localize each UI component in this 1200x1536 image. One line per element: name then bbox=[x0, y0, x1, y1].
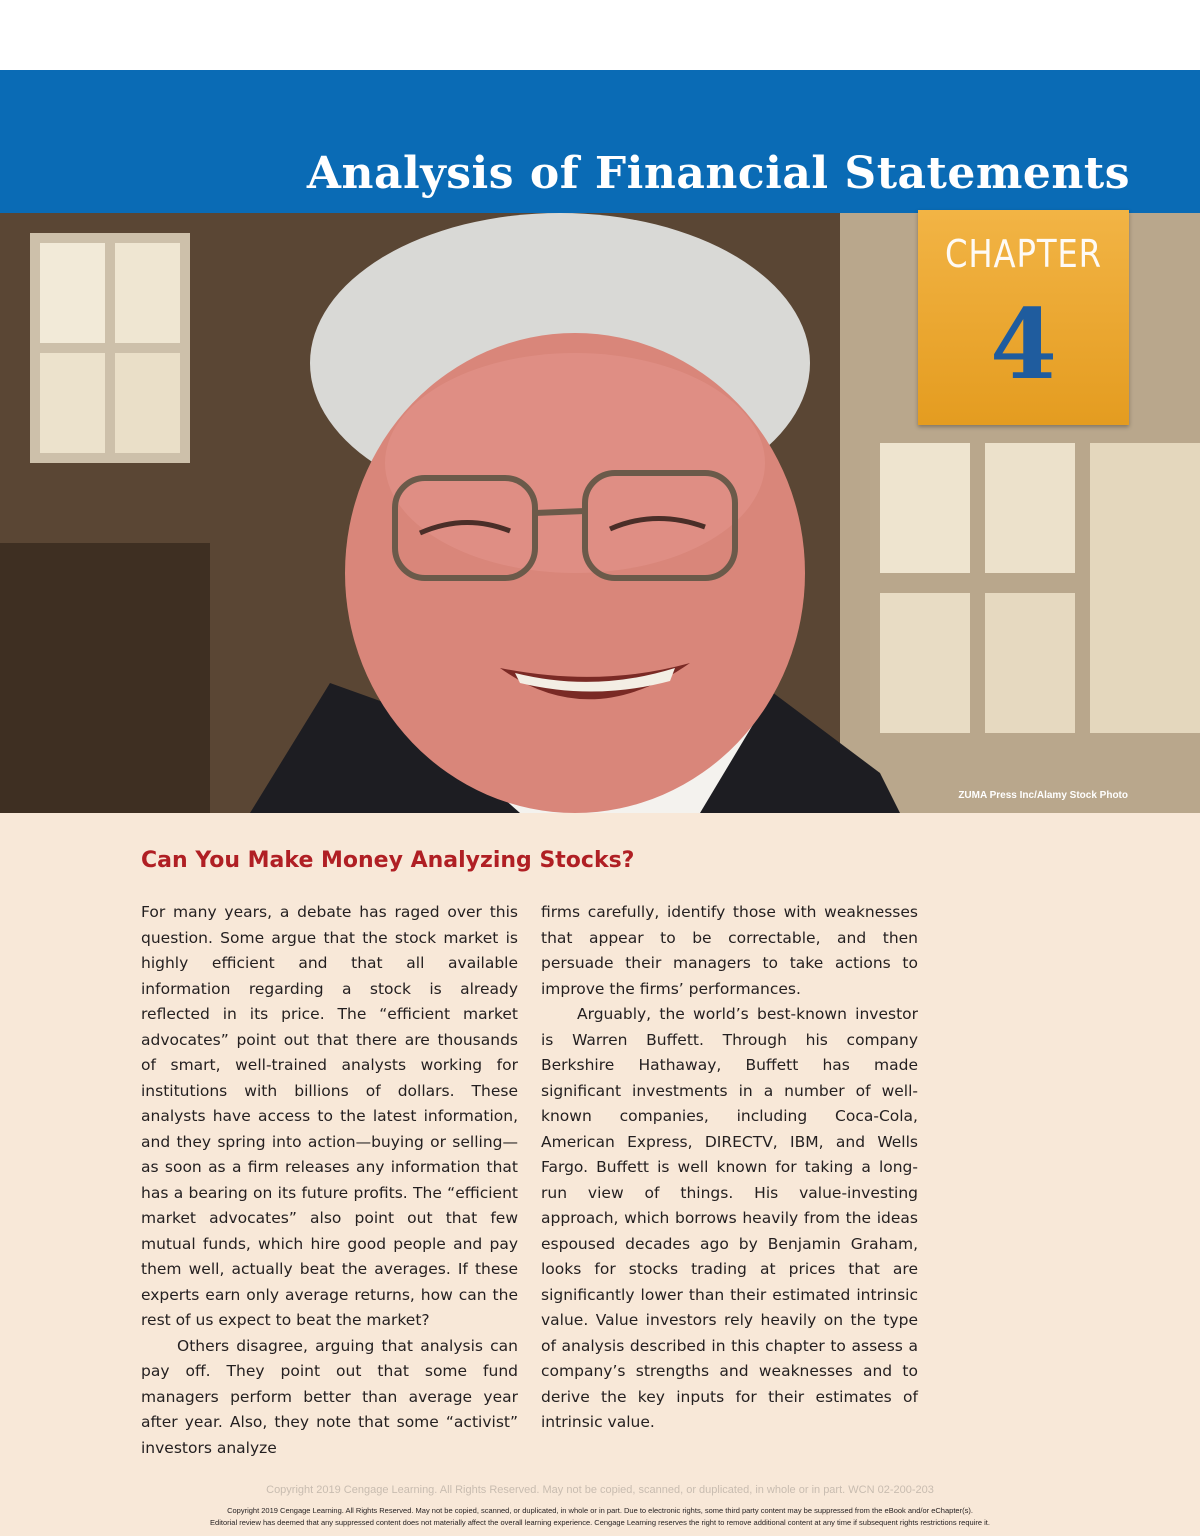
chapter-badge bbox=[918, 210, 1129, 425]
chapter-label: CHAPTER bbox=[945, 232, 1102, 276]
paragraph: For many years, a debate has raged over this question. Some argue that the stock market is highly efficient and that all available information regarding a stock is already reflected in its price. The “efficient market advocates” point out that there are thousands of smart, well-trained analysts working for institutions with billions of dollars. These analysts have access to the latest information, and they spring into action—buying or selling—as soon as a firm releases any information that has a bearing on its future profits. The “efficient market advocates” also point out that few mutual funds, which hire good people and pay them well, actually beat the averages. If these experts earn only average returns, how can the rest of us expect to beat the market? bbox=[141, 903, 518, 1329]
editorial-fine-print: Editorial review has deemed that any suppressed content does not materially affect the overall learning experience. Cengage Learning reserves the right to remove additional content at any time if subsequent rights restrictions require it. bbox=[210, 1518, 990, 1527]
chapter-number: 4 bbox=[990, 288, 1057, 401]
copyright-fine-print: Copyright 2019 Cengage Learning. All Rights Reserved. May not be copied, scanned, or duplicated, in whole or in part. Due to electronic rights, some third party content may be suppressed from the eBook and/or eChapter(s). bbox=[227, 1506, 973, 1515]
copyright-notice: Copyright 2019 Cengage Learning. All Rights Reserved. May not be copied, scanned, or duplicated, in whole or in part. WCN 02-200-203 bbox=[266, 1484, 934, 1496]
photo-credit: ZUMA Press Inc/Alamy Stock Photo bbox=[958, 790, 1128, 801]
left-column bbox=[141, 900, 518, 1461]
right-column bbox=[541, 900, 918, 1436]
chapter-title: Analysis of Financial Statements bbox=[306, 148, 1130, 199]
article-headline: Can You Make Money Analyzing Stocks? bbox=[141, 848, 635, 873]
paragraph: firms carefully, identify those with weaknesses that appear to be correctable, and then persuade their managers to take actions to improve the firms’ performances. bbox=[541, 903, 918, 998]
paragraph: Others disagree, arguing that analysis can pay off. They point out that some fund managers perform better than average year after year. Also, they note that some “activist” investors analyze bbox=[141, 1336, 518, 1457]
paragraph: Arguably, the world’s best-known investor is Warren Buffett. Through his company Berkshire Hathaway, Buffett has made significant investments in a number of well-known companies, including Coca-Cola, American Express, DIRECTV, IBM, and Wells Fargo. Buffett is well known for taking a long-run view of things. His value-investing approach, which borrows heavily from the ideas espoused decades ago by Benjamin Graham, looks for stocks trading at prices that are significantly lower than their estimated intrinsic value. Value investors rely heavily on the type of analysis described in this chapter to assess a company’s strengths and weaknesses and to derive the key inputs for their estimates of intrinsic value. bbox=[541, 1005, 918, 1431]
